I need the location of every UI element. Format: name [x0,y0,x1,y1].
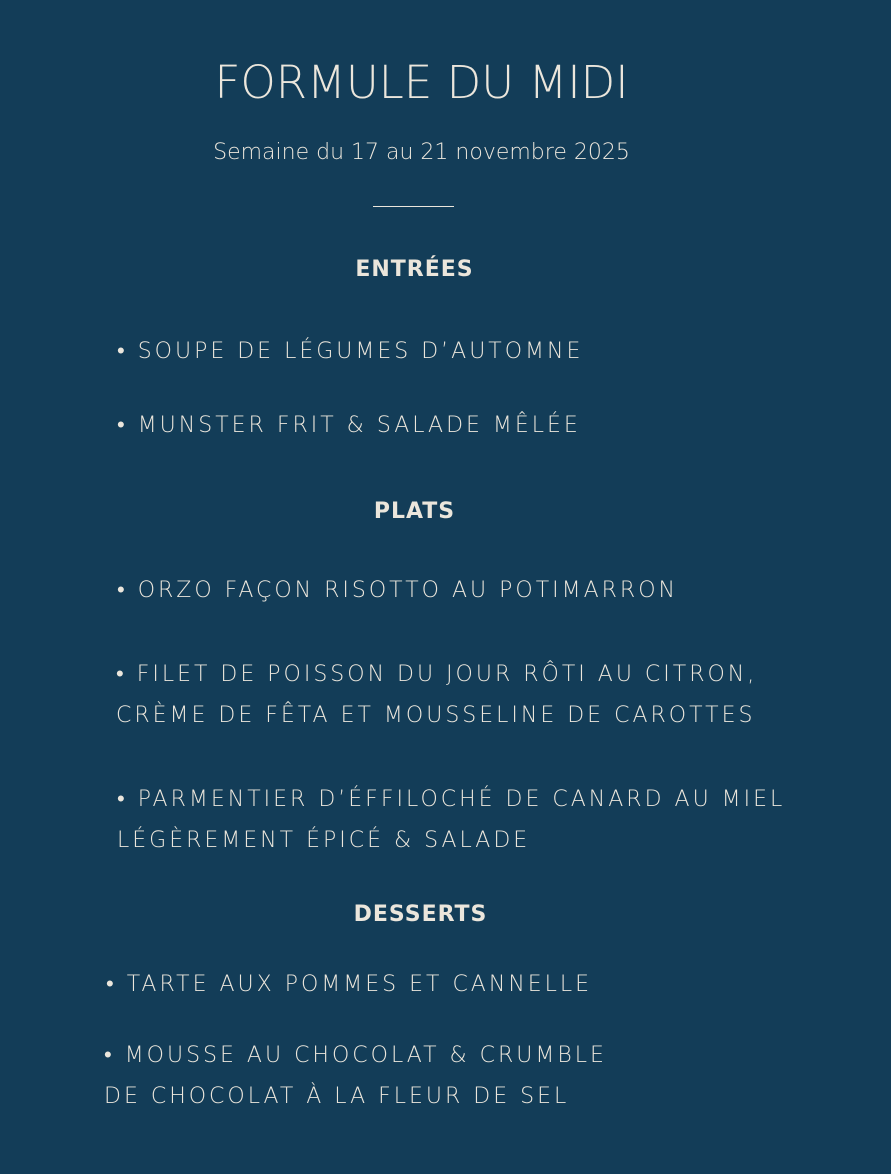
menu-title: FORMULE DU MIDI [214,56,629,109]
menu-item-line: • MOUSSE AU CHOCOLAT & CRUMBLE [104,1043,607,1068]
menu-item-line: • FILET DE POISSON DU JOUR RÔTI AU CITRON, [116,662,758,687]
menu-item-line: LÉGÈREMENT ÉPICÉ & SALADE [117,828,531,853]
menu-item [117,405,581,446]
menu-item-line: • PARMENTIER D’ÉFFILOCHÉ DE CANARD AU MIEL [117,787,786,812]
menu-item [117,570,678,611]
menu-item-line: • ORZO FAÇON RISOTTO AU POTIMARRON [117,578,678,603]
section-heading-desserts: DESSERTS [353,902,488,927]
menu-item-line: • TARTE AUX POMMES ET CANNELLE [106,972,593,997]
title-divider [373,206,454,207]
menu-item [106,964,592,1005]
menu-item [116,654,757,736]
menu-item [104,1035,607,1117]
section-heading-plats: PLATS [373,499,456,524]
menu-item [117,779,785,861]
section-heading-entrees: ENTRÉES [355,257,474,282]
menu-item-line: CRÈME DE FÊTA ET MOUSSELINE DE CAROTTES [116,703,756,728]
menu-item-line: DE CHOCOLAT À LA FLEUR DE SEL [104,1084,570,1109]
menu-item [117,331,583,372]
menu-item-line: • MUNSTER FRIT & SALADE MÊLÉE [117,413,581,438]
menu-item-line: • SOUPE DE LÉGUMES D’AUTOMNE [117,339,584,364]
menu-subtitle: Semaine du 17 au 21 novembre 2025 [213,140,630,165]
